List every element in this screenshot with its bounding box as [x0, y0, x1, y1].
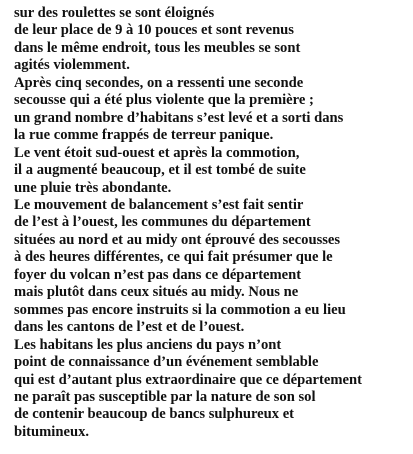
text-line: une pluie très abondante. [14, 179, 172, 196]
text-line: de l’est à l’ouest, les communes du département [14, 214, 311, 231]
text-line: la rue comme frappés de terreur panique. [14, 127, 274, 144]
text-line: à des heures différentes, ce qui fait présumer que le [14, 249, 333, 266]
text-line: Les habitans les plus anciens du pays n’ont [14, 336, 282, 353]
text-line: sur des roulettes se sont éloignés [14, 5, 215, 21]
text-line: Le mouvement de balancement s’est fait sentir [14, 196, 304, 213]
text-line: situées au nord et au midy ont éprouvé des secousses [14, 231, 341, 248]
text-line: un grand nombre d’habitans s’est levé et a sorti dans [14, 109, 344, 126]
text-body [14, 5, 410, 441]
text-line: bitumineux. [14, 423, 90, 440]
text-line: foyer du volcan n’est pas dans ce département [14, 266, 302, 283]
text-line: ne paraît pas susceptible par la nature de son sol [14, 388, 316, 405]
text-line: de contenir beaucoup de bancs sulphureux et [14, 406, 295, 423]
text-line: Le vent étoit sud-ouest et après la commotion, [14, 144, 300, 161]
text-line: sommes pas encore instruits si la commotion a eu lieu [14, 301, 346, 318]
text-line: qui est d’autant plus extraordinaire que ce département [14, 371, 362, 388]
text-line: dans les cantons de l’est et de l’ouest. [14, 319, 245, 336]
text-line: il a augmenté beaucoup, et il est tombé de suite [14, 162, 306, 179]
text-line: de leur place de 9 à 10 pouces et sont revenus [14, 22, 294, 39]
text-line: Après cinq secondes, on a ressenti une seconde [14, 74, 304, 91]
text-line: mais plutôt dans ceux situés au midy. Nous ne [14, 284, 299, 301]
text-line: secousse qui a été plus violente que la première ; [14, 92, 314, 109]
text-line: agités violemment. [14, 57, 130, 74]
text-line: dans le même endroit, tous les meubles se sont [14, 39, 301, 56]
text-line: point de connaissance d’un événement semblable [14, 354, 319, 371]
